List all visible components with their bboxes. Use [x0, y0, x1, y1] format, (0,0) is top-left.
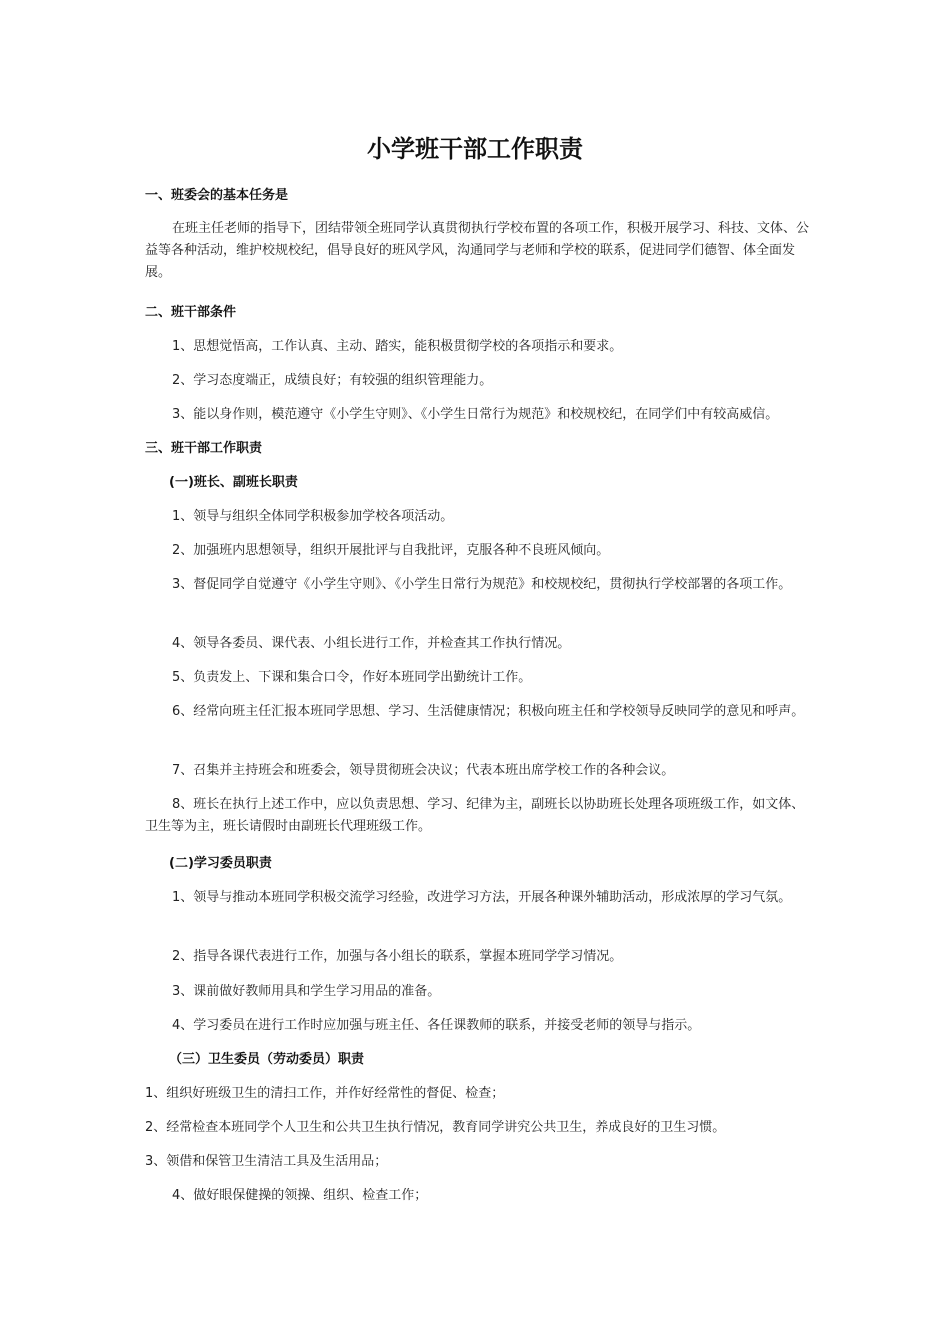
- document-title: 小学班干部工作职责: [367, 134, 583, 163]
- section-1-paragraph: 在班主任老师的指导下，团结带领全班同学认真贯彻执行学校布置的各项工作，积极开展学习、科技、文体、公益等各种活动，维护校规校纪，倡导良好的班风学风，沟通同学与老师和学校的联系，促进同学们德智、体全面发展。: [145, 221, 810, 280]
- subsection-1-item-6: 6、经常向班主任汇报本班同学思想、学习、生活健康情况；积极向班主任和学校领导反映同学的意见和呼声。: [172, 704, 805, 719]
- section-3-heading: 三、班干部工作职责: [145, 441, 263, 456]
- subsection-3-item-2: 2、经常检查本班同学个人卫生和公共卫生执行情况，教育同学讲究公共卫生，养成良好的卫生习惯。: [145, 1120, 726, 1135]
- subsection-3-item-3: 3、领借和保管卫生清洁工具及生活用品；: [145, 1154, 388, 1169]
- subsection-3-heading: （三）卫生委员（劳动委员）职责: [169, 1052, 365, 1067]
- subsection-2-item-3: 3、课前做好教师用具和学生学习用品的准备。: [172, 984, 441, 999]
- subsection-3-item-4: 4、做好眼保健操的领操、组织、检查工作；: [172, 1188, 428, 1203]
- subsection-1-item-1: 1、领导与组织全体同学积极参加学校各项活动。: [172, 509, 454, 524]
- subsection-1-item-5: 5、负责发上、下课和集合口令，作好本班同学出勤统计工作。: [172, 670, 532, 685]
- subsection-2-item-4: 4、学习委员在进行工作时应加强与班主任、各任课教师的联系，并接受老师的领导与指示。: [172, 1018, 701, 1033]
- section-2-heading: 二、班干部条件: [145, 305, 237, 320]
- subsection-1-item-2: 2、加强班内思想领导，组织开展批评与自我批评，克服各种不良班风倾向。: [172, 543, 610, 558]
- subsection-1-item-4: 4、领导各委员、课代表、小组长进行工作，并检查其工作执行情况。: [172, 636, 571, 651]
- subsection-1-item-7: 7、召集并主持班会和班委会，领导贯彻班会决议；代表本班出席学校工作的各种会议。: [172, 763, 675, 778]
- subsection-1-item-3: 3、督促同学自觉遵守《小学生守则》、《小学生日常行为规范》和校规校纪，贯彻执行学校部署的各项工作。: [172, 577, 792, 592]
- subsection-1-heading: (一)班长、副班长职责: [169, 475, 298, 490]
- section-1-heading: 一、班委会的基本任务是: [145, 188, 289, 203]
- section-2-item-2: 2、学习态度端正，成绩良好；有较强的组织管理能力。: [172, 373, 493, 388]
- subsection-1-item-8: 8、班长在执行上述工作中，应以负责思想、学习、纪律为主，副班长以协助班长处理各项班级工作，如文体、卫生等为主，班长请假时由副班长代理班级工作。: [145, 797, 805, 834]
- subsection-2-item-1: 1、领导与推动本班同学积极交流学习经验，改进学习方法，开展各种课外辅助活动，形成浓厚的学习气氛。: [172, 890, 792, 905]
- subsection-2-heading: (二)学习委员职责: [169, 856, 272, 871]
- subsection-2-item-2: 2、指导各课代表进行工作，加强与各小组长的联系，掌握本班同学学习情况。: [172, 949, 623, 964]
- subsection-3-item-1: 1、组织好班级卫生的清扫工作，并作好经常性的督促、检查；: [145, 1086, 505, 1101]
- section-2-item-3: 3、能以身作则，模范遵守《小学生守则》、《小学生日常行为规范》和校规校纪，在同学们中有较高威信。: [172, 407, 779, 422]
- section-2-item-1: 1、思想觉悟高，工作认真、主动、踏实，能积极贯彻学校的各项指示和要求。: [172, 339, 623, 354]
